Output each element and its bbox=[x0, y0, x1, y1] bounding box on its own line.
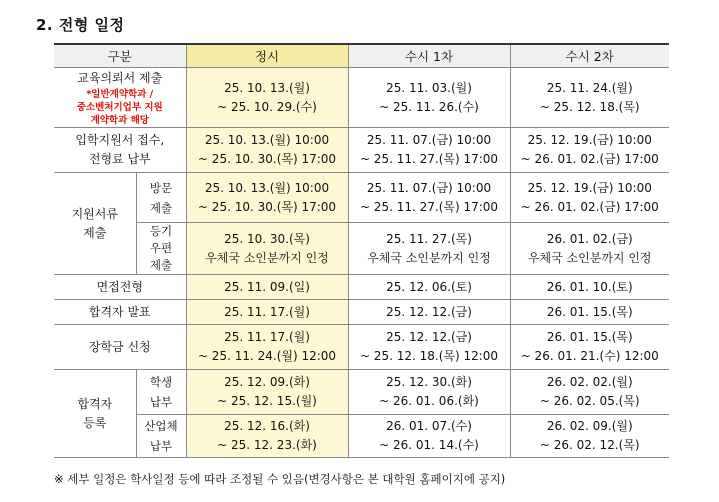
cell-early-1: 25. 11. 27.(목) 우체국 소인분까지 인정 bbox=[348, 223, 510, 275]
row-register-student bbox=[54, 370, 669, 415]
cell-early-2: 26. 01. 15.(목) ~ 26. 01. 21.(수) 12:00 bbox=[510, 325, 669, 370]
row-label: 합격자 등록 bbox=[54, 370, 136, 458]
row-application bbox=[54, 128, 669, 173]
schedule-table bbox=[54, 43, 669, 458]
cell-early-1: 25. 12. 12.(금) bbox=[348, 300, 510, 325]
cell-early-2: 25. 11. 24.(월) ~ 25. 12. 18.(목) bbox=[510, 68, 669, 128]
cell-early-2: 26. 02. 09.(월) ~ 26. 02. 12.(목) bbox=[510, 415, 669, 458]
cell-early-2: 25. 12. 19.(금) 10:00 ~ 26. 01. 02.(금) 17:00 bbox=[510, 128, 669, 173]
row-register-company bbox=[54, 415, 669, 458]
cell-regular: 25. 11. 17.(월) bbox=[186, 300, 348, 325]
header-category: 구분 bbox=[54, 44, 186, 68]
row-docs-mail bbox=[54, 223, 669, 275]
row-label: 입학지원서 접수, 전형료 납부 bbox=[54, 128, 186, 173]
cell-early-1: 26. 01. 07.(수) ~ 26. 01. 14.(수) bbox=[348, 415, 510, 458]
row-label: 교육의뢰서 제출 *일반계약학과 / 중소벤처기업부 지원 계약학과 해당 bbox=[54, 68, 186, 128]
cell-regular: 25. 10. 13.(월) 10:00 ~ 25. 10. 30.(목) 17:00 bbox=[186, 128, 348, 173]
sub-label: 산업체 납부 bbox=[136, 415, 186, 458]
cell-regular: 25. 12. 09.(화) ~ 25. 12. 15.(월) bbox=[186, 370, 348, 415]
header-early-1: 수시 1차 bbox=[348, 44, 510, 68]
sub-label: 학생 납부 bbox=[136, 370, 186, 415]
cell-early-2: 26. 01. 15.(목) bbox=[510, 300, 669, 325]
row-label: 합격자 발표 bbox=[54, 300, 186, 325]
row-recommendation bbox=[54, 68, 669, 128]
cell-early-2: 25. 12. 19.(금) 10:00 ~ 26. 01. 02.(금) 17:00 bbox=[510, 173, 669, 223]
cell-regular: 25. 12. 16.(화) ~ 25. 12. 23.(화) bbox=[186, 415, 348, 458]
cell-early-1: 25. 12. 12.(금) ~ 25. 12. 18.(목) 12:00 bbox=[348, 325, 510, 370]
header-regular: 정시 bbox=[186, 44, 348, 68]
header-row bbox=[54, 44, 669, 68]
cell-regular: 25. 11. 09.(일) bbox=[186, 275, 348, 300]
cell-early-2: 26. 01. 10.(토) bbox=[510, 275, 669, 300]
cell-early-1: 25. 11. 07.(금) 10:00 ~ 25. 11. 27.(목) 17:00 bbox=[348, 173, 510, 223]
sub-label: 방문 제출 bbox=[136, 173, 186, 223]
sub-label: 등기 우편 제출 bbox=[136, 223, 186, 275]
cell-regular: 25. 10. 30.(목) 우체국 소인분까지 인정 bbox=[186, 223, 348, 275]
cell-regular: 25. 10. 13.(월) ~ 25. 10. 29.(수) bbox=[186, 68, 348, 128]
row-label: 장학금 신청 bbox=[54, 325, 186, 370]
row-label: 면접전형 bbox=[54, 275, 186, 300]
cell-regular: 25. 11. 17.(월) ~ 25. 11. 24.(월) 12:00 bbox=[186, 325, 348, 370]
page-title: 2. 전형 일정 bbox=[36, 16, 125, 34]
cell-early-1: 25. 11. 03.(월) ~ 25. 11. 26.(수) bbox=[348, 68, 510, 128]
row-label: 지원서류 제출 bbox=[54, 173, 136, 275]
cell-early-2: 26. 01. 02.(금) 우체국 소인분까지 인정 bbox=[510, 223, 669, 275]
cell-early-2: 26. 02. 02.(월) ~ 26. 02. 05.(목) bbox=[510, 370, 669, 415]
cell-regular: 25. 10. 13.(월) 10:00 ~ 25. 10. 30.(목) 17:00 bbox=[186, 173, 348, 223]
row-result bbox=[54, 300, 669, 325]
row-docs-visit bbox=[54, 173, 669, 223]
cell-early-1: 25. 12. 30.(화) ~ 26. 01. 06.(화) bbox=[348, 370, 510, 415]
footnote: ※ 세부 일정은 학사일정 등에 따라 조정될 수 있음(변경사항은 본 대학원 홈페이지에 공지) bbox=[54, 472, 506, 486]
cell-early-1: 25. 11. 07.(금) 10:00 ~ 25. 11. 27.(목) 17:00 bbox=[348, 128, 510, 173]
row-scholarship bbox=[54, 325, 669, 370]
note-text: *일반계약학과 / bbox=[86, 88, 154, 100]
note-text: 계약학과 해당 bbox=[90, 114, 149, 126]
header-early-2: 수시 2차 bbox=[510, 44, 669, 68]
row-interview bbox=[54, 275, 669, 300]
cell-early-1: 25. 12. 06.(토) bbox=[348, 275, 510, 300]
note-text: 중소벤처기업부 지원 bbox=[76, 101, 163, 113]
